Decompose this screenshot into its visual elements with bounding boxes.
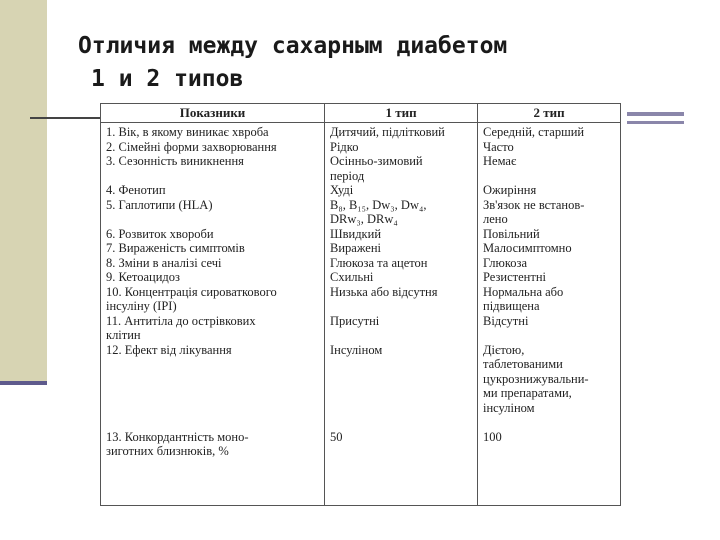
col3-line xyxy=(483,328,615,343)
header-indicators: Показники xyxy=(101,104,325,123)
col3-line: таблетованими xyxy=(483,357,563,371)
col3-line: Часто xyxy=(483,139,514,154)
col3-line: Дієтою, xyxy=(483,342,525,357)
col1-line: 7. Вираженість симптомів xyxy=(106,241,245,255)
comparison-table xyxy=(100,103,621,506)
col3-line xyxy=(483,169,615,184)
col1-line: 13. Конкордантність моно- xyxy=(106,429,249,444)
col2-line: Худі xyxy=(330,183,354,197)
left-rule xyxy=(30,117,100,119)
col1-line xyxy=(106,357,319,372)
col3-line: Резистентні xyxy=(483,270,546,284)
col3-line xyxy=(483,444,615,459)
col1-line: 6. Розвиток хвороби xyxy=(106,226,214,241)
col1-line: 9. Кетоацидоз xyxy=(106,270,180,284)
col1-line xyxy=(106,169,319,184)
col3-line: цукрознижувальни- xyxy=(483,371,589,386)
col3-line: Ожиріння xyxy=(483,183,537,197)
col2-line xyxy=(330,299,472,314)
slide-title xyxy=(78,30,638,96)
col3-line: Зв'язок не встанов- xyxy=(483,197,585,212)
table-row xyxy=(101,123,621,506)
col2-line: Інсуліном xyxy=(330,342,383,357)
col3-line: ми препаратами, xyxy=(483,386,572,400)
col3-line: лено xyxy=(483,212,508,226)
col1-line: 8. Зміни в аналізі сечі xyxy=(106,255,222,270)
header-type-1: 1 тип xyxy=(325,104,478,123)
col1-line: 3. Сезонність виникнення xyxy=(106,154,244,168)
col3-line: Відсутні xyxy=(483,313,529,328)
col1-line xyxy=(106,372,319,387)
col2-line: Дитячий, підлітковий xyxy=(330,125,445,139)
col2-line: Осінньо-зимовий xyxy=(330,154,423,168)
title-line-1: Отличия между сахарным диабетом xyxy=(78,33,508,59)
col1-line: клітин xyxy=(106,328,141,342)
col3-line: Повільний xyxy=(483,226,540,241)
col3-line: Малосимптомно xyxy=(483,241,572,255)
left-decorative-band xyxy=(0,0,47,383)
col3-line: Нормальна або xyxy=(483,284,564,299)
col2-line: Виражені xyxy=(330,241,382,255)
col1-line: 11. Антитіла до острівкових xyxy=(106,313,256,328)
col2-line: Низька або відсутня xyxy=(330,284,438,299)
indicators-cell xyxy=(101,123,325,506)
col1-line xyxy=(106,212,319,227)
type-1-cell xyxy=(325,123,478,506)
right-rule-bottom xyxy=(627,121,684,124)
col1-line: 4. Фенотип xyxy=(106,183,166,197)
col2-line: Глюкоза та ацетон xyxy=(330,255,428,270)
col1-line xyxy=(106,386,319,401)
col3-line: Глюкоза xyxy=(483,255,528,270)
col3-line: Немає xyxy=(483,154,517,168)
col2-line: DRw₃, DRw₄ xyxy=(330,212,398,226)
col2-line xyxy=(330,357,472,372)
col2-line: період xyxy=(330,168,365,183)
col2-line: Присутні xyxy=(330,313,380,328)
col2-line: B₈, B₁₅, Dw₃, Dw₄, xyxy=(330,197,427,212)
title-line-2: 1 и 2 типов xyxy=(91,66,244,92)
right-rule-top xyxy=(627,112,684,116)
col1-line xyxy=(106,415,319,430)
col1-line: інсуліну (ІРІ) xyxy=(106,299,177,313)
col1-line: 10. Концентрація сироваткового xyxy=(106,284,277,299)
col2-line xyxy=(330,372,472,387)
col1-line: зиготних близнюків, % xyxy=(106,444,229,458)
left-band-underline xyxy=(0,381,47,385)
table-header-row xyxy=(101,104,621,123)
type-2-cell xyxy=(478,123,621,506)
col1-line: 5. Гаплотипи (HLA) xyxy=(106,197,213,212)
col2-line xyxy=(330,386,472,401)
col1-line: 1. Вік, в якому виникає хвроба xyxy=(106,125,269,139)
col3-line: інсуліном xyxy=(483,400,535,415)
col2-line xyxy=(330,401,472,416)
col3-line: підвищена xyxy=(483,299,540,313)
col2-line xyxy=(330,328,472,343)
col2-line: 50 xyxy=(330,429,343,444)
col3-line: 100 xyxy=(483,429,502,444)
col2-line: Швидкий xyxy=(330,226,382,241)
col1-line: 12. Ефект від лікування xyxy=(106,342,232,357)
header-type-2: 2 тип xyxy=(478,104,621,123)
col3-line xyxy=(483,415,615,430)
col2-line: Схильні xyxy=(330,270,374,284)
col1-line xyxy=(106,401,319,416)
comparison-table-container xyxy=(100,103,621,506)
col1-line: 2. Сімейні форми захворювання xyxy=(106,139,277,154)
col2-line: Рідко xyxy=(330,139,359,154)
col3-line: Середній, старший xyxy=(483,125,585,139)
col2-line xyxy=(330,444,472,459)
col2-line xyxy=(330,415,472,430)
